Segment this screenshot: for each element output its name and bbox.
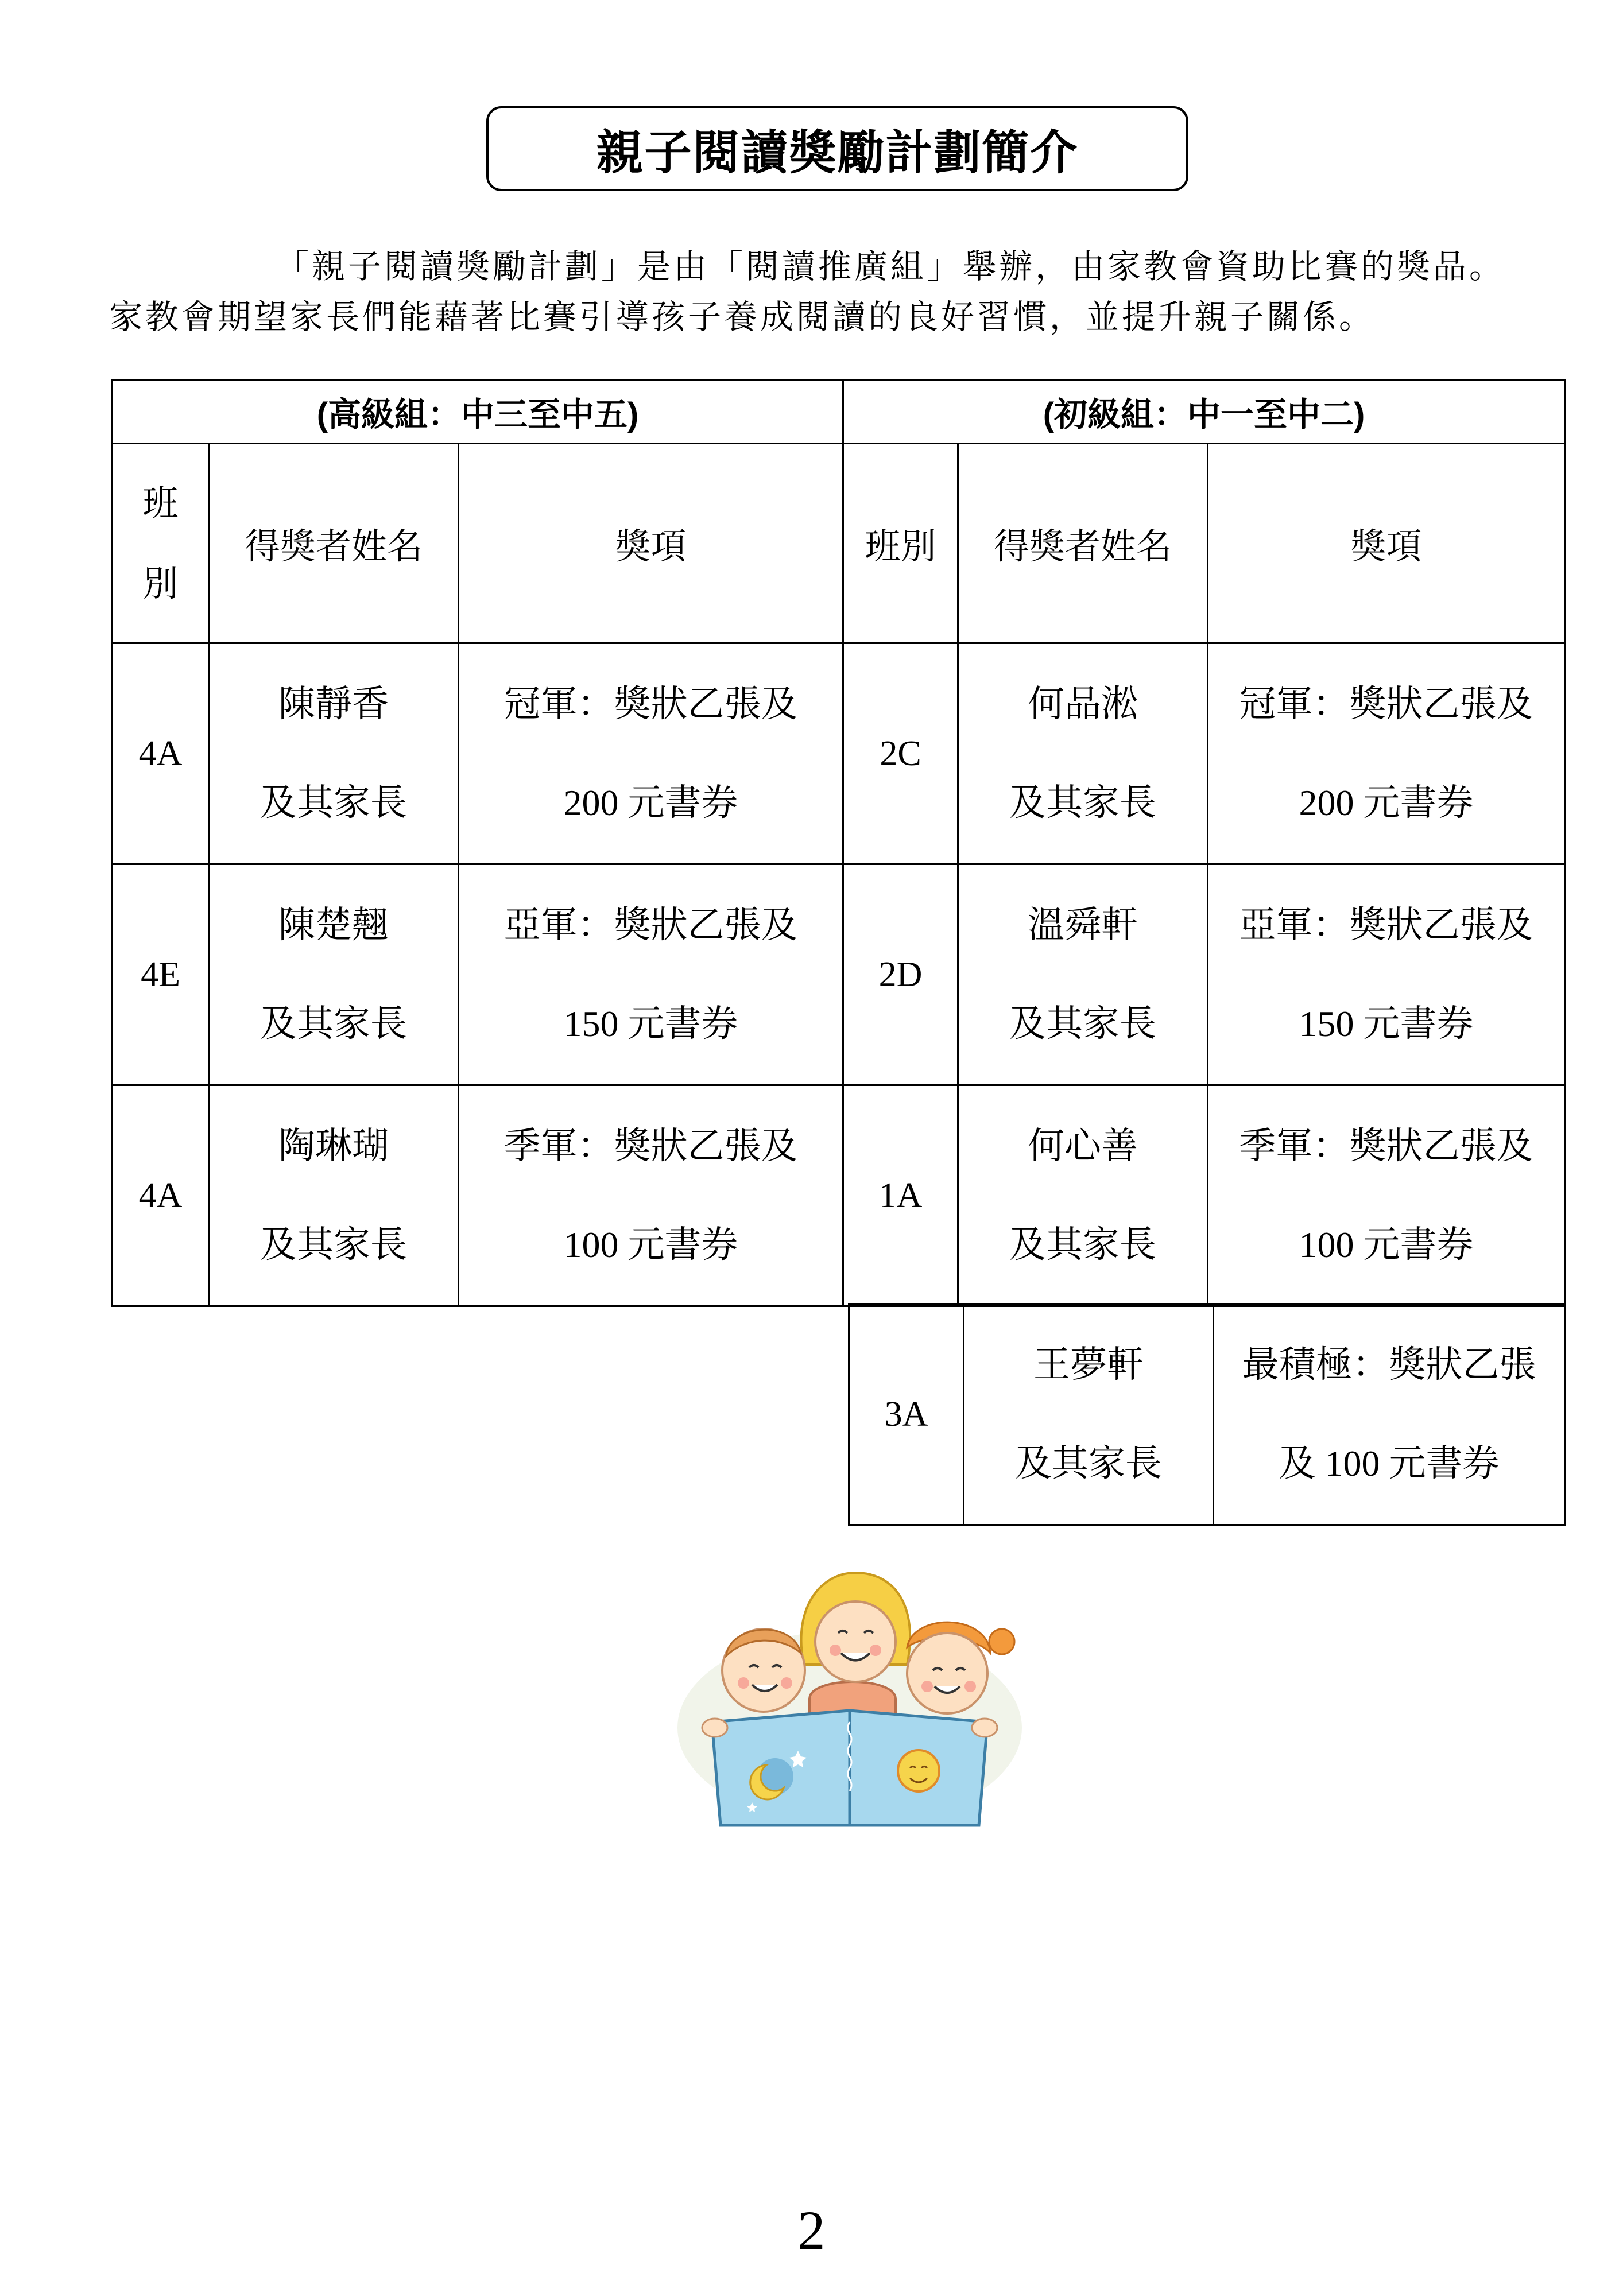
award-line-1: 冠軍：獎狀乙張及 (503, 683, 798, 726)
junior-award-cell (1208, 643, 1565, 864)
title-box (486, 106, 1188, 191)
table-row (113, 864, 1565, 1085)
senior-award-cell (459, 643, 843, 864)
winner-name: 陳靜香 (278, 683, 389, 726)
award-line-1: 季軍：獎狀乙張及 (503, 1125, 798, 1168)
junior-winner-cell (958, 643, 1208, 864)
junior-group-title: (初級組：中一至中二) (843, 380, 1565, 444)
winner-suffix: 及其家長 (1009, 782, 1157, 824)
junior-winner-cell (958, 1085, 1208, 1306)
award-line-2: 150 元書券 (563, 1003, 738, 1044)
winner-suffix: 及其家長 (1009, 1003, 1157, 1045)
award-line-2: 200 元書券 (1299, 782, 1474, 823)
junior-award-cell (1214, 1304, 1565, 1525)
winner-suffix: 及其家長 (1009, 1224, 1157, 1266)
winner-name: 何心善 (1028, 1125, 1138, 1168)
column-header-row (113, 444, 1565, 643)
award-line-2: 100 元書券 (563, 1224, 738, 1265)
senior-name-header: 得獎者姓名 (209, 444, 459, 643)
winner-suffix: 及其家長 (260, 1224, 407, 1266)
page-number: 2 (797, 2200, 826, 2261)
senior-winner-cell (209, 643, 459, 864)
award-line-2: 100 元書券 (1299, 1224, 1474, 1265)
winner-name: 王夢軒 (1033, 1344, 1144, 1386)
award-line-1: 最積極：獎狀乙張 (1242, 1344, 1536, 1386)
senior-class-header (113, 444, 209, 643)
junior-name-header: 得獎者姓名 (958, 444, 1208, 643)
award-line-2: 及 100 元書券 (1279, 1443, 1500, 1484)
senior-group-title: (高級組：中三至中五) (113, 380, 843, 444)
page-title: 親子閱讀獎勵計劃簡介 (596, 125, 1079, 180)
intro-line-1: 「親子閱讀獎勵計劃」是由「閱讀推廣組」舉辦，由家教會資助比賽的獎品。 (276, 247, 1506, 286)
junior-class-cell: 2C (843, 643, 958, 864)
senior-award-cell (459, 1085, 843, 1306)
senior-class-header-char-2: 別 (142, 562, 179, 604)
senior-class-header-char-1: 班 (142, 482, 179, 524)
junior-winner-cell (958, 864, 1208, 1085)
winner-name: 何品淞 (1028, 683, 1138, 726)
junior-class-header: 班別 (843, 444, 958, 643)
awards-table (111, 379, 1566, 1307)
family-reading-illustration (666, 1556, 1033, 1831)
junior-award-cell (1208, 864, 1565, 1085)
junior-winner-cell (964, 1304, 1214, 1525)
senior-award-header: 獎項 (459, 444, 843, 643)
award-line-1: 冠軍：獎狀乙張及 (1239, 683, 1533, 726)
senior-award-cell (459, 864, 843, 1085)
intro-paragraph (109, 241, 1556, 342)
junior-extra-table (848, 1303, 1566, 1526)
winner-suffix: 及其家長 (1015, 1442, 1162, 1485)
junior-class-cell: 1A (843, 1085, 958, 1306)
winner-name: 陳楚翹 (278, 904, 389, 947)
senior-class-cell: 4A (113, 1085, 209, 1306)
senior-class-cell: 4A (113, 643, 209, 864)
award-line-1: 季軍：獎狀乙張及 (1239, 1125, 1533, 1168)
winner-name: 溫舜軒 (1028, 904, 1138, 947)
winner-suffix: 及其家長 (260, 1003, 407, 1045)
junior-award-header: 獎項 (1208, 444, 1565, 643)
award-line-2: 150 元書券 (1299, 1003, 1474, 1044)
intro-line-2: 家教會期望家長們能藉著比賽引導孩子養成閱讀的良好習慣，並提升親子關係。 (109, 297, 1376, 336)
table-row (113, 1085, 1565, 1306)
junior-award-cell (1208, 1085, 1565, 1306)
winner-suffix: 及其家長 (260, 782, 407, 824)
award-line-1: 亞軍：獎狀乙張及 (503, 904, 798, 947)
senior-class-cell: 4E (113, 864, 209, 1085)
table-row (849, 1304, 1565, 1525)
junior-class-cell: 2D (843, 864, 958, 1085)
senior-winner-cell (209, 1085, 459, 1306)
table-row (113, 643, 1565, 864)
award-line-2: 200 元書券 (563, 782, 738, 823)
senior-winner-cell (209, 864, 459, 1085)
junior-class-cell: 3A (849, 1304, 964, 1525)
winner-name: 陶琳瑚 (278, 1125, 389, 1168)
award-line-1: 亞軍：獎狀乙張及 (1239, 904, 1533, 947)
